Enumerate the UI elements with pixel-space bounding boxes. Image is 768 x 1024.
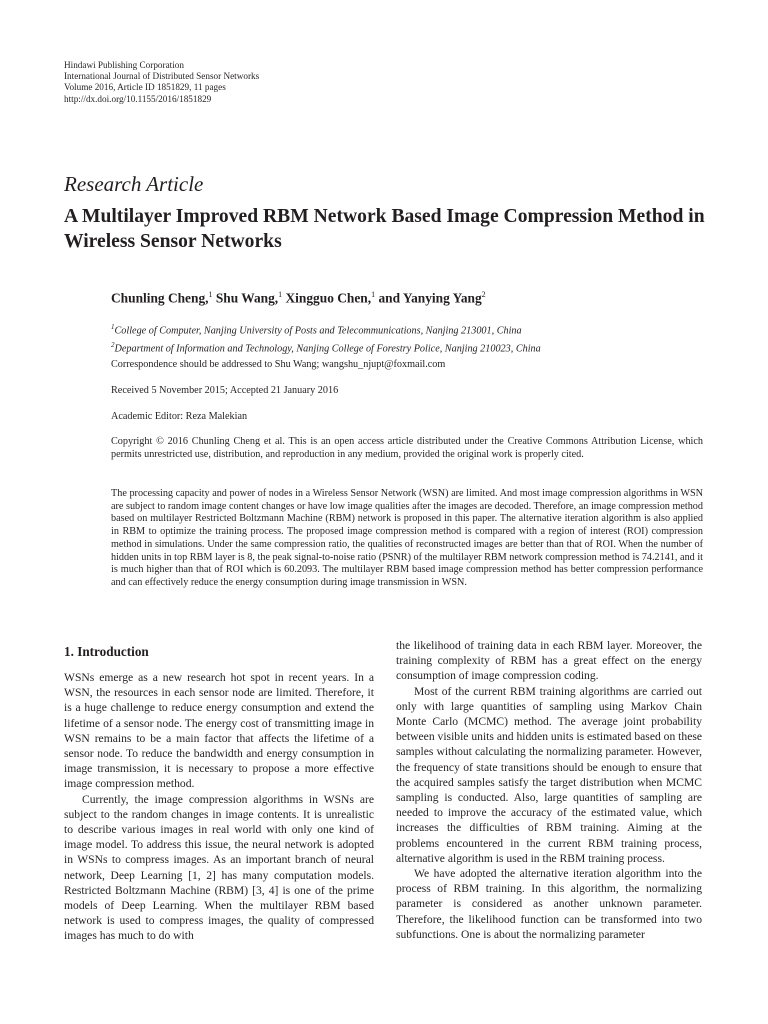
affiliation-number: 2 bbox=[111, 341, 115, 350]
abstract: The processing capacity and power of nodes in a Wireless Sensor Network (WSN) are limited. And most image compression algorithms in WSN are subject to random image content changes or have low image qualities after the images are decoded. Therefore, an image compression method based on multilayer Restricted Boltzmann Machine (RBM) network is proposed in this paper. The alternative iteration algorithm is also applied in RBM to optimize the training process. The proposed image compression method is compared with a region of interest (ROI) compression method in simulations. Under the same compression ratio, the qualities of reconstructed images are better than that of ROI. When the number of hidden units in top RBM layer is 8, the peak signal-to-noise ratio (PSNR) of the multilayer RBM network compression method is 74.2141, and it is much higher than that of ROI which is 60.2093. The multilayer RBM based image compression method has better compression performance and can effectively reduce the energy consumption during image transmission in WSN. bbox=[111, 488, 703, 588]
received-dates: Received 5 November 2015; Accepted 21 January 2016 bbox=[111, 385, 339, 396]
journal-info bbox=[64, 60, 259, 105]
affiliation-marker: 2 bbox=[481, 290, 486, 299]
academic-editor: Academic Editor: Reza Malekian bbox=[111, 411, 248, 422]
left-column bbox=[64, 670, 374, 944]
author-list bbox=[111, 290, 486, 306]
author-name: Shu Wang, bbox=[215, 290, 279, 306]
author-name: and Yanying Yang bbox=[378, 290, 482, 306]
affiliation-marker: 1 bbox=[371, 290, 376, 299]
volume-info: Volume 2016, Article ID 1851829, 11 pages bbox=[64, 82, 226, 93]
paper-title: A Multilayer Improved RBM Network Based Image Compression Method in Wireless Sensor Networks bbox=[64, 206, 705, 252]
affiliation-text: Department of Information and Technology, Nanjing College of Forestry Police, Nanjing 210023, China bbox=[114, 343, 541, 355]
body-paragraph: Most of the current RBM training algorithms are carried out only with large quantities of sampling using Markov Chain Monte Carlo (MCMC) method. The average joint probability between visible units and hidden units is estimated based on these samples without calculating the normalizing parameter. However, the frequency of state transitions should be enough to ensure that the acquired samples satisfy the target distribution when MCMC sampling is conducted. Also, large quantities of sampling are needed to improve the accuracy of the estimated value, which increases the difficulties of RBM training. Aiming at the problems encountered in the current RBM training process, alternative algorithm is used in the RBM training process. bbox=[396, 684, 702, 865]
affiliations bbox=[111, 320, 541, 357]
journal-name: International Journal of Distributed Sensor Networks bbox=[64, 71, 260, 82]
correspondence: Correspondence should be addressed to Shu Wang; wangshu_njupt@foxmail.com bbox=[111, 359, 446, 370]
doi-link[interactable]: http://dx.doi.org/10.1155/2016/1851829 bbox=[64, 93, 212, 104]
right-column bbox=[396, 638, 702, 942]
affiliation-item bbox=[111, 338, 541, 356]
affiliation-number: 1 bbox=[111, 323, 115, 331]
article-type: Research Article bbox=[64, 172, 204, 196]
publisher-name: Hindawi Publishing Corporation bbox=[64, 60, 184, 70]
body-paragraph: We have adopted the alternative iteration algorithm into the process of RBM training. In this algorithm, the normalizing parameter is considered as another unknown parameter. Therefore, the likelihood function can be transformed into two subfunctions. One is about the normalizing parameter bbox=[396, 867, 702, 941]
copyright-notice: Copyright © 2016 Chunling Cheng et al. This is an open access article distributed under the Creative Commons Attribution License, which permits unrestricted use, distribution, and reproduction in any medium, provided the original work is properly cited. bbox=[111, 436, 703, 460]
affiliation-marker: 1 bbox=[278, 290, 283, 299]
affiliation-text: College of Computer, Nanjing University of Posts and Telecommunications, Nanjing 213001, China bbox=[114, 325, 522, 337]
body-paragraph: the likelihood of training data in each RBM layer. Moreover, the training complexity of RBM has a great effect on the energy consumption of image compression coding. bbox=[396, 639, 702, 683]
author-name: Xingguo Chen, bbox=[285, 290, 372, 306]
author-name: Chunling Cheng, bbox=[111, 290, 209, 306]
body-paragraph: WSNs emerge as a new research hot spot in recent years. In a WSN, the resources in each sensor node are limited. Therefore, it is a huge challenge to reduce energy consumption and extend the lifetime of a sensor node. The energy cost of transmitting image in WSN remains to be a main factor that affects the lifetime of a sensor node. To reduce the bandwidth and energy consumption in image transmission, it is necessary to propose a more effective image compression method. bbox=[64, 671, 374, 791]
body-paragraph: Currently, the image compression algorithms in WSNs are subject to the random changes in image contents. It is unrealistic to describe various images in real world with only one kind of image model. To address this issue, the neural network is adopted in WSNs to compress images. As an important branch of neural network, Deep Learning [1, 2] has many computation models. Restricted Boltzmann Machine (RBM) [3, 4] is one of the prime models of Deep Learning. When the multilayer RBM based network is used to compress images, the quality of compressed images has much to do with bbox=[64, 792, 374, 943]
affiliation-item bbox=[111, 320, 541, 338]
affiliation-marker: 1 bbox=[208, 290, 213, 299]
section-heading: 1. Introduction bbox=[64, 644, 149, 659]
